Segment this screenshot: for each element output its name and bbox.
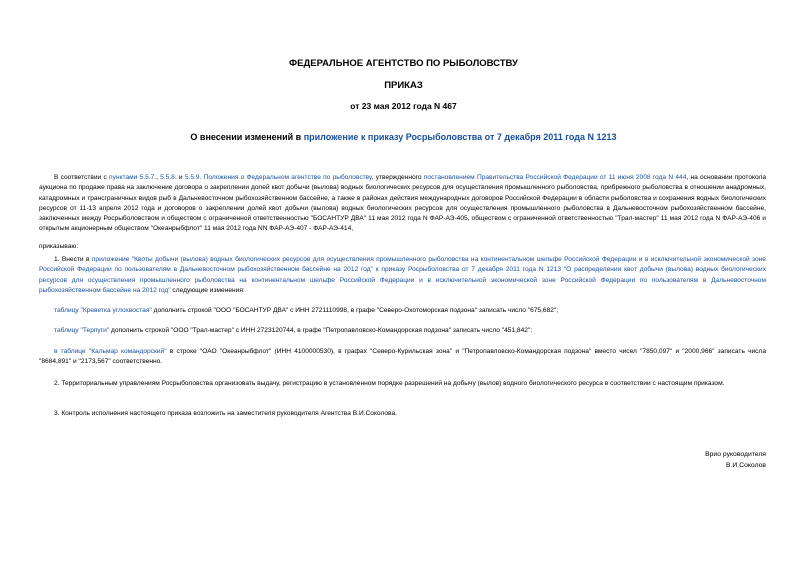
basis-paragraph xyxy=(39,173,766,235)
kalmar-paragraph xyxy=(39,347,766,368)
signature-name: В.И.Соколов xyxy=(726,462,766,469)
item-1-text-2: следующие изменения: xyxy=(170,286,245,294)
item-1-paragraph xyxy=(39,255,766,296)
krevetka-paragraph xyxy=(39,306,766,316)
link-government-decree-444[interactable]: постановлением Правительства Российской Федерации от 11 июня 2008 года N 444 xyxy=(423,174,687,181)
basis-text-2: , xyxy=(156,174,161,181)
item-3-paragraph: 3. Контроль исполнения настоящего приказа возложить на заместителя руководителя Агентства В.И.Соколова. xyxy=(54,410,397,417)
kalmar-text: в строке "ОАО "Океанрыбфлот" (ИНН 4100000530), в графах "Северо-Курильская зона" и "Петропавловско-Командорская подзона" вместо чисел "7850,097" и "2000,966" записать числа "8684,891" и "2173,567" соответственно. xyxy=(39,348,766,366)
title-prefix: О внесении изменений в xyxy=(190,132,304,142)
ordered-line: приказываю: xyxy=(39,243,79,250)
link-point-5-5-8[interactable]: 5.5.8. xyxy=(160,174,177,181)
document-type-heading: ПРИКАЗ xyxy=(384,80,423,91)
basis-text-1: В соответствии с xyxy=(54,174,110,181)
link-appendix-quotas[interactable]: приложение "Квоты добычи (вылова) водных биологических ресурсов для осуществления промышленного рыболовства на континентальном шельфе Российской Федерации и в исключительной экономической зоне Российской Федерации по пользователям в Дальневосточном рыбохозяйственном бассейне на 2012 год" к приказу Росрыболовства от 7 декабря 2011 года N 1213 "О распределении квот добычи (вылова) водных биологических ресурсов для осуществления промышленного рыболовства на континентальном шельфе Российской Федерации и в исключительной экономической зоне Российской Федерации по пользователям в Дальневосточном рыбохозяйственном бассейне на 2012 год" xyxy=(39,256,766,294)
terpug-paragraph xyxy=(39,326,766,336)
date-number-heading: от 23 мая 2012 года N 467 xyxy=(350,101,457,111)
signature-title: Врио руководителя xyxy=(705,451,766,458)
terpug-text: дополнить строкой "ООО "Трал-мастер" с ИНН 2723120744, в графе "Петропавловско-Командорская подзона" записать число "451,842"; xyxy=(109,327,533,334)
basis-text-4: , утвержденного xyxy=(371,174,424,181)
link-table-krevetka[interactable]: таблицу "Креветка углохвостая" xyxy=(54,307,152,314)
item-2-paragraph: 2. Территориальным управлениям Росрыболовства организовать выдачу, регистрацию в установленном порядке разрешений на добычу (вылов) водного биологического ресурса в соответствии с настоящим приказом. xyxy=(54,380,725,387)
title-link-order-1213[interactable]: приложение к приказу Росрыболовства от 7 декабря 2011 года N 1213 xyxy=(303,132,617,142)
link-point-5-5-7[interactable]: пунктами 5.5.7. xyxy=(109,174,157,181)
link-regulation-5-5-9[interactable]: 5.5.9. Положения о Федеральном агентстве по рыболовству xyxy=(184,174,372,181)
krevetka-text: дополнить строкой "ООО "БОСАНТУР ДВА" с ИНН 2721110998, в графе "Северо-Охотоморская подзона" записать число "675,682"; xyxy=(151,307,559,314)
agency-heading: ФЕДЕРАЛЬНОЕ АГЕНТСТВО ПО РЫБОЛОВСТВУ xyxy=(289,58,518,69)
item-1-text-1: 1. Внести в xyxy=(54,256,92,263)
link-table-kalmar[interactable]: в таблице "Кальмар командорский" xyxy=(54,348,167,355)
basis-text-5: , на основании протокола аукциона по продаже права на заключение договора о закреплении долей квот добычи (вылова) водных биологических ресурсов для осуществления промышленного рыболовства, прибрежного рыболовства в отношении анадромных, катадромных и трансграничных видов рыб в Дальневосточном рыбохозяйственном бассейне, а также в районах действия международных договоров Российской Федерации в области рыболовства и сохранения водных биологических ресурсов от 11-13 апреля 2012 года и договоров о закреплении долей квот добычи (вылова) водных биологических ресурсов для осуществления промышленного рыболовства в Дальневосточном рыбохозяйственном бассейне, заключенных между Росрыболовством и обществом с ограниченной ответственностью "БОСАНТУР ДВА" 11 мая 2012 года N ФАР-АЭ-405, обществом с ограниченной ответственностью "Трал-мастер" 11 мая 2012 года N ФАР-АЭ-406 и открытым акционерным обществом "Океанрыбфлот" 11 мая 2012 года NN ФАР-АЭ-407 - ФАР-АЭ-414, xyxy=(39,174,766,233)
basis-text-3: и xyxy=(176,174,185,181)
link-table-terpugi[interactable]: таблицу "Терпуги" xyxy=(54,327,110,334)
document-title xyxy=(0,132,807,142)
